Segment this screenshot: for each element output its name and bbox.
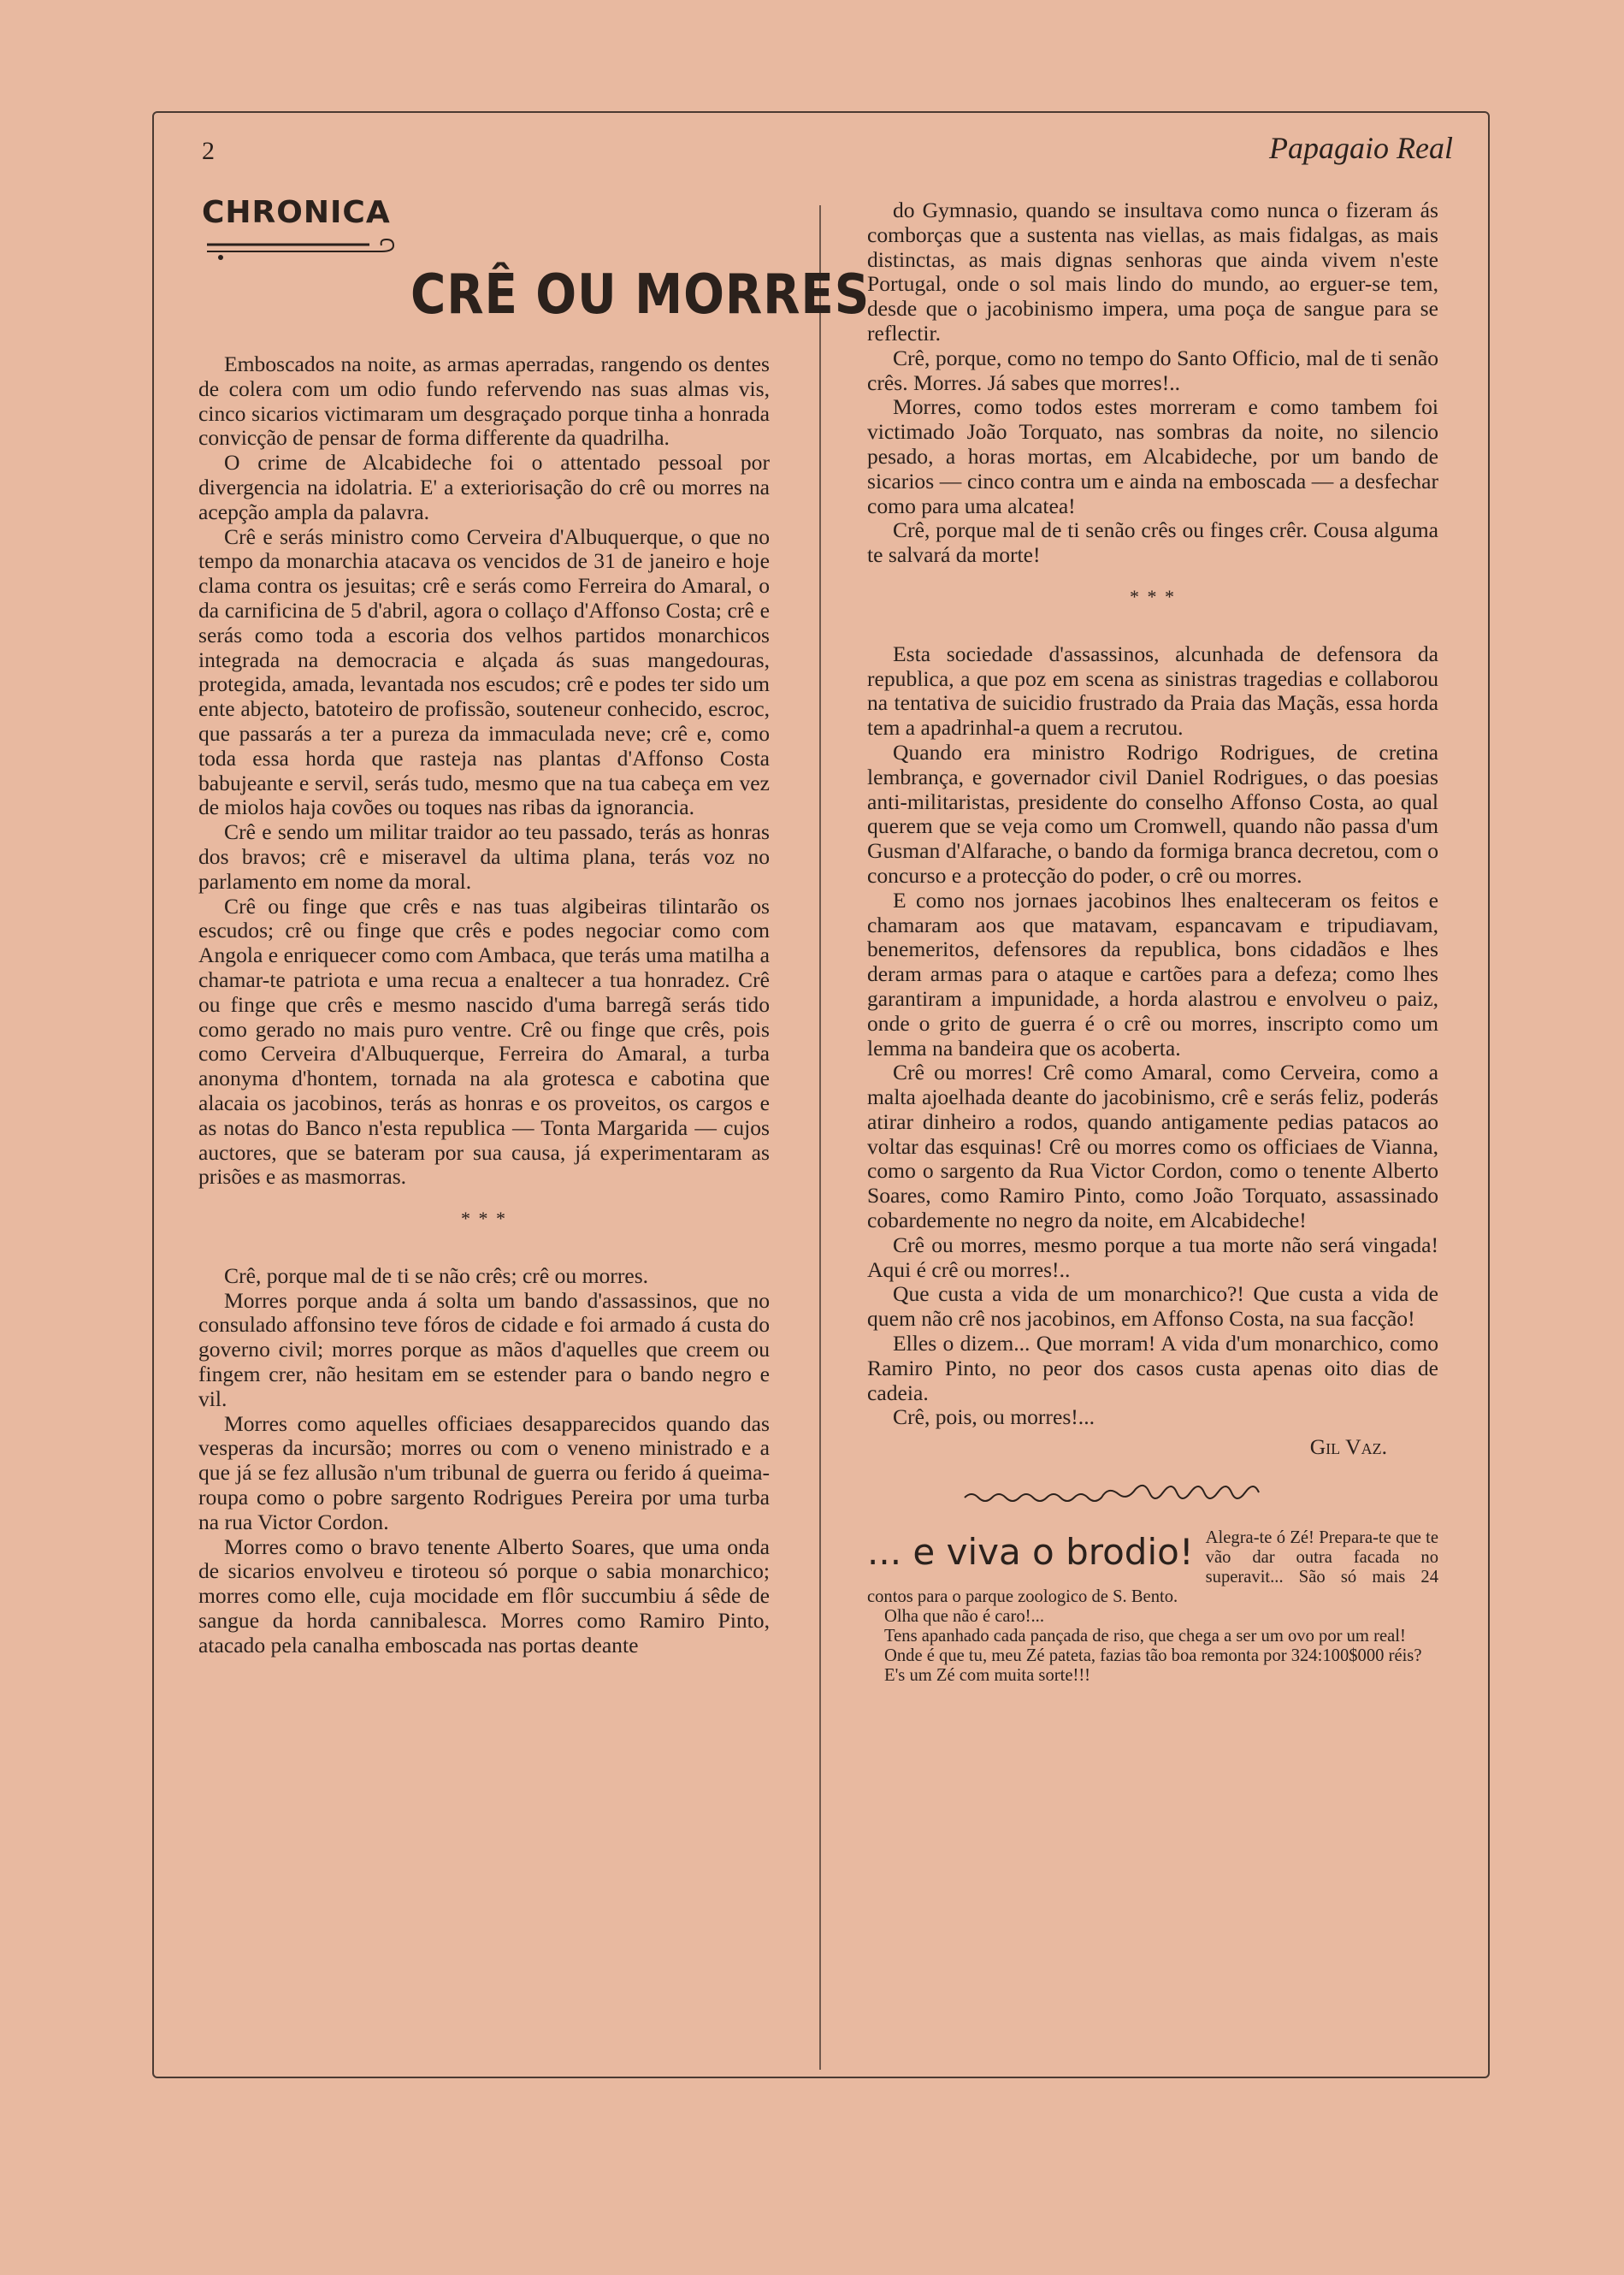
brodio-line: Tens apanhado cada pançada de riso, que chega a ser um ovo por um real! (884, 1627, 1406, 1646)
article-paragraph: Morres porque anda á solta um bando d'assassinos, que no consulado affonsino teve fóros de cidade e foi armado á custa do governo civil; morres porque as mãos d'aquelles que creem ou fingem crer, não hesitam em se estender para o bando negro e vil. (198, 1287, 770, 1411)
flourish-divider (913, 1479, 1392, 1513)
article-paragraph: Quando era ministro Rodrigo Rodrigues, de cretina lembrança, e governador civil Daniel Rodrigues, o das poesias anti-militaristas, presidente do conselho Affonso Costa, ao qual querem que se veja como um Cromwell, quando não passa d'um Gusman d'Alfarache, o bando da formiga branca decretou, com o concurso e a protecção do poder, o crê ou morres. (867, 739, 1438, 888)
article-paragraph: Crê, porque, como no tempo do Santo Officio, mal de ti senão crês. Morres. Já sabes que morres!.. (867, 345, 1438, 395)
article-paragraph: Crê ou finge que crês e nas tuas algibeiras tilintarão os escudos; crê ou finge que crês e podes negociar como com Angola e enriquecer como com Ambaca, que terás uma matilha a chamar-te patriota e uma recua a enaltecer a tua honradez. Crê ou finge que crês e mesmo nascido d'uma barregã serás tido como gerado no mais puro ventre. Crê ou finge que crês, pois como Cerveira d'Albuquerque, Ferreira do Amaral, a turba anonyma d'hontem, tornada na ala grotesca e cabotina que alacaia os jacobinos, terás as honras e os proveitos, os cargos e as notas do Banco n'esta republica — Tonta Margarida — cujos auctores, que se bateram por sua causa, já experimentaram as prisões e as masmorras. (198, 893, 770, 1190)
ornament-flourish (202, 233, 402, 262)
right-paragraphs-b (867, 642, 1438, 1431)
article-paragraph: Crê, pois, ou morres!... (893, 1404, 1095, 1430)
brodio-line: Olha que não é caro!... (884, 1607, 1044, 1627)
article-paragraph: Crê, porque mal de ti se não crês; crê ou morres. (224, 1262, 649, 1288)
left-column (198, 352, 770, 1658)
article-paragraph: Morres como aquelles officiaes desapparecidos quando das vesperas da incursão; morres ou com o veneno ministrado e a que já se fez allusão n'um tribunal de guerra ou ferido á queima-roupa como o pobre sargento Rodrigues Pereira por uma turba na rua Victor Cordon. (198, 1410, 770, 1534)
left-paragraphs-a (198, 352, 770, 1190)
brodio-lines (867, 1607, 1438, 1686)
section-stars-right: * * * (1130, 585, 1176, 607)
article-paragraph: Emboscados na noite, as armas aperradas, rangendo os dentes de colera com um odio fundo refervendo nas suas almas vis, cinco sicarios victimaram um desgraçado porque tinha a honrada convicção de pensar de forma differente da quadrilha. (198, 352, 770, 451)
brodio-lead: Alegra-te ó Zé! Prepara-te que te vão dar outra facada no superavit... São só mais 24 contos para o parque zoologico de S. Bento. (867, 1528, 1438, 1607)
article-headline: CRÊ OU MORRES (410, 263, 871, 327)
article-paragraph: Crê e serás ministro como Cerveira d'Albuquerque, o que no tempo da monarchia atacava os vencidos de 31 de janeiro e hoje clama contra os jesuitas; crê e serás como Ferreira do Amaral, o da carnificina de 5 d'abril, agora o collaço d'Affonso Costa; crê e serás como toda a escoria dos velhos partidos monarchicos integrada na democracia e alçada ás suas mangedouras, protegida, amada, levantada nos escudos; crê e podes ter sido um ente abjecto, batoteiro de profissão, souteneur conhecido, escroc, que passarás a ter a pureza da immaculada neve; crê e, como toda essa horda que rasteja nas plantas d'Affonso Costa babujeante e servil, serás tudo, mesmo que na tua cabeça em vez de miolos haja covões ou toques nas ribas da ignorancia. (198, 523, 770, 820)
signature: Gil Vaz. (1309, 1434, 1387, 1460)
article-paragraph: Crê e sendo um militar traidor ao teu passado, terás as honras dos bravos; crê e miseravel da ultima plana, terás voz no parlamento em nome da moral. (198, 819, 770, 894)
brodio-title: ... e viva o brodio! (867, 1531, 1194, 1574)
right-paragraphs-a (867, 198, 1438, 568)
page-number: 2 (202, 137, 215, 165)
brodio-line: Onde é que tu, meu Zé pateta, fazias tão boa remonta por 324:100$000 réis? (884, 1646, 1422, 1666)
article-paragraph: E como nos jornaes jacobinos lhes enalteceram os feitos e chamaram aos que matavam, espancavam e tripudiavam, benemeritos, defensores da republica, bons cidadãos e lhes deram armas para o ataque e cartões para a defeza; como lhes garantiram a impunidade, a horda alastrou e envolveu o paiz, onde o grito de guerra é o crê ou morres, inscripto como um lemma na bandeira que os acoberta. (867, 887, 1438, 1061)
brodio-notice (867, 1528, 1438, 1686)
right-column (867, 198, 1438, 1686)
article-paragraph: Morres, como todos estes morreram e como tambem foi victimado João Torquato, nas sombras da noite, no silencio pesado, a horas mortas, em Alcabideche, por um bando de sicarios — cinco contra um e ainda na emboscada — a desfechar como para uma alcatea! (867, 394, 1438, 518)
article-paragraph: Crê ou morres, mesmo porque a tua morte não será vingada! Aqui é crê ou morres!.. (867, 1232, 1438, 1282)
article-paragraph: Elles o dizem... Que morram! A vida d'um monarchico, como Ramiro Pinto, no peor dos casos custa apenas oito dias de cadeia. (867, 1331, 1438, 1405)
article-paragraph: Que custa a vida de um monarchico?! Que custa a vida de quem não crê nos jacobinos, em Affonso Costa, na sua facção! (867, 1281, 1438, 1332)
left-paragraphs-b (198, 1264, 770, 1658)
article-paragraph: do Gymnasio, quando se insultava como nunca o fizeram ás comborças que a sustenta nas viellas, as mais fidalgas, as mais distinctas, as mais dignas senhoras que ainda vivem n'este Portugal, onde o sol mais lindo do mundo, ao erguer-se tem, desde que o jacobinismo impera, uma poça de sangue para se reflectir. (867, 198, 1438, 346)
article-paragraph: Crê ou morres! Crê como Amaral, como Cerveira, como a malta ajoelhada deante do jacobinismo, crê e serás feliz, poderás atirar dinheiro a rodos, quando antigamente pedias patacos ao voltar das esquinas! Crê ou morres como os officiaes de Vianna, como o sargento da Rua Victor Cordon, como o tenente Alberto Soares, como Ramiro Pinto, como João Torquato, assassinado cobardemente no negro da noite, em Alcabideche! (867, 1060, 1438, 1233)
brodio-line: E's um Zé com muita sorte!!! (884, 1666, 1091, 1686)
article-paragraph: Morres como o bravo tenente Alberto Soares, que uma onda de sicarios envolveu e tiroteou só porque o sabia monarchico; morres como elle, cuja mocidade em flôr succumbiu á sêde de sangue da horda cannibalesca. Morres como Ramiro Pinto, atacado pela canalha emboscada nas portas deante (198, 1533, 770, 1658)
publication-title: Papagaio Real (1269, 131, 1453, 165)
column-divider (819, 205, 821, 2070)
section-stars: * * * (461, 1208, 507, 1230)
article-paragraph: Esta sociedade d'assassinos, alcunhada de defensora da republica, a que poz em scena as sinistras tragedias e collaborou na tentativa de suicidio frustrado da Praia das Maçãs, essa horda tem a apadrinhal-a quem a recrutou. (867, 641, 1438, 741)
section-label: CHRONICA (202, 195, 391, 230)
article-paragraph: O crime de Alcabideche foi o attentado pessoal por divergencia na idolatria. E' a exteriorisação do crê ou morres na acepção ampla da palavra. (198, 450, 770, 524)
article-paragraph: Crê, porque mal de ti senão crês ou finges crêr. Cousa alguma te salvará da morte! (867, 517, 1438, 568)
